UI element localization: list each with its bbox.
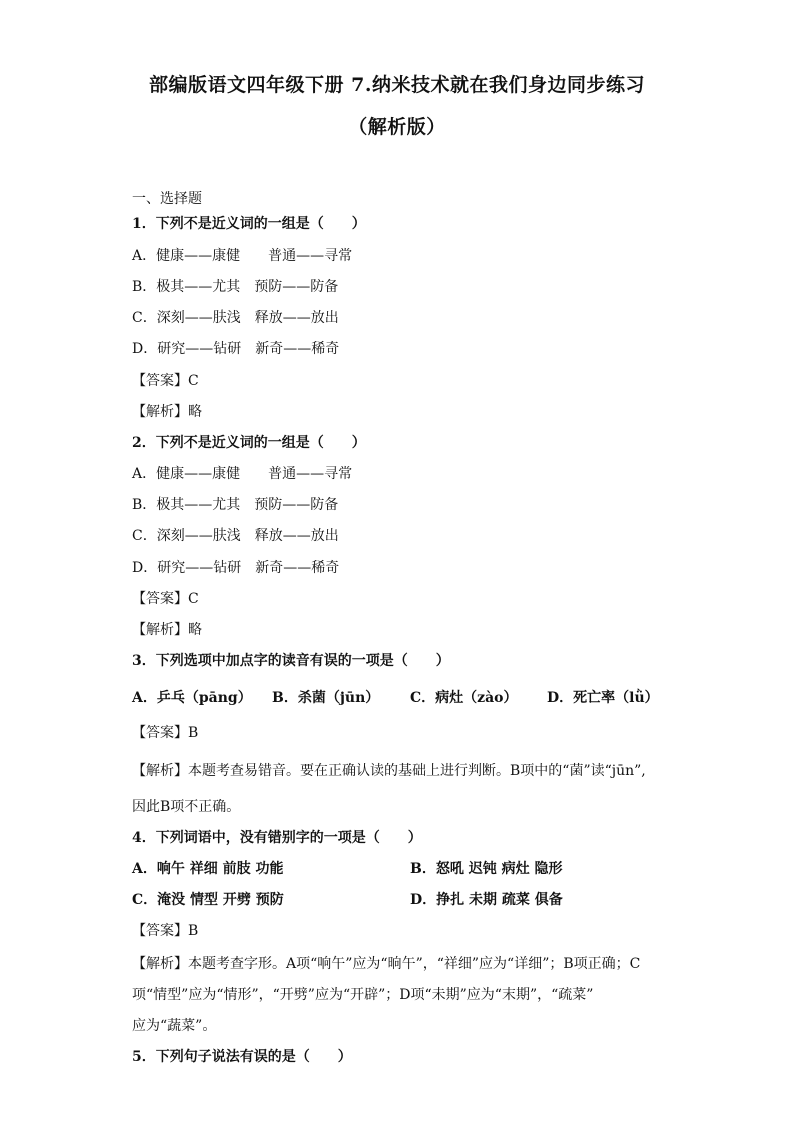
q2-answer: 【答案】C	[132, 591, 199, 607]
q2-option-c: C．深刻——肤浅 释放——放出	[132, 528, 339, 544]
q3-option-a: A．乒乓（pāng）	[132, 690, 252, 706]
q3-analysis-line1: 【解析】本题考查易错音。要在正确认读的基础上进行判断。B项中的“菌”读“jūn”,	[132, 763, 646, 779]
doc-subtitle: （解析版）	[348, 116, 446, 138]
q3-option-d: D．死亡率（lǜ）	[547, 690, 659, 706]
q3-answer: 【答案】B	[132, 725, 199, 741]
q3-analysis-line2: 因此B项不正确。	[132, 799, 241, 815]
q2-analysis: 【解析】略	[132, 622, 202, 638]
q4-analysis-line3: 应为“蔬菜”。	[132, 1018, 217, 1034]
q3-stem: 3．下列选项中加点字的读音有误的一项是（ ）	[132, 653, 450, 669]
q2-option-b: B．极其——尤其 预防——防备	[132, 497, 339, 513]
q4-option-a: A．响午 祥细 前肢 功能	[132, 861, 284, 877]
q4-answer: 【答案】B	[132, 923, 199, 939]
q2-option-d: D．研究——钻研 新奇——稀奇	[132, 560, 340, 576]
q4-option-d: D．挣扎 未期 疏菜 俱备	[410, 892, 563, 908]
q5-stem: 5．下列句子说法有误的是（ ）	[132, 1049, 352, 1065]
q1-analysis: 【解析】略	[132, 404, 202, 420]
q4-option-c: C．淹没 情型 开劈 预防	[132, 892, 284, 908]
q1-answer: 【答案】C	[132, 373, 199, 389]
q2-stem: 2．下列不是近义词的一组是（ ）	[132, 435, 366, 451]
q3-option-c: C．病灶（zào）	[410, 690, 518, 706]
q4-analysis-line2: 项“情型”应为“情形”，“开劈”应为“开辟”；D项“未期”应为“末期”，“疏菜”	[132, 987, 594, 1003]
doc-title: 部编版语文四年级下册 7.纳米技术就在我们身边同步练习	[149, 74, 645, 96]
q2-option-a: A．健康——康健 普通——寻常	[132, 466, 353, 482]
q4-option-b: B．怒吼 迟钝 病灶 隐形	[410, 861, 563, 877]
q4-stem: 4．下列词语中，没有错别字的一项是（ ）	[132, 830, 422, 846]
q1-option-c: C．深刻——肤浅 释放——放出	[132, 310, 339, 326]
q1-stem: 1．下列不是近义词的一组是（ ）	[132, 216, 366, 232]
q1-option-d: D．研究——钻研 新奇——稀奇	[132, 341, 340, 357]
q3-option-b: B．杀菌（jūn）	[272, 690, 380, 706]
section-heading: 一、选择题	[132, 191, 202, 207]
q1-option-a: A．健康——康健 普通——寻常	[132, 248, 353, 264]
q1-option-b: B．极其——尤其 预防——防备	[132, 279, 339, 295]
q4-analysis-line1: 【解析】本题考查字形。A项“响午”应为“晌午”，“祥细”应为“详细”；B项正确；C	[132, 956, 641, 972]
